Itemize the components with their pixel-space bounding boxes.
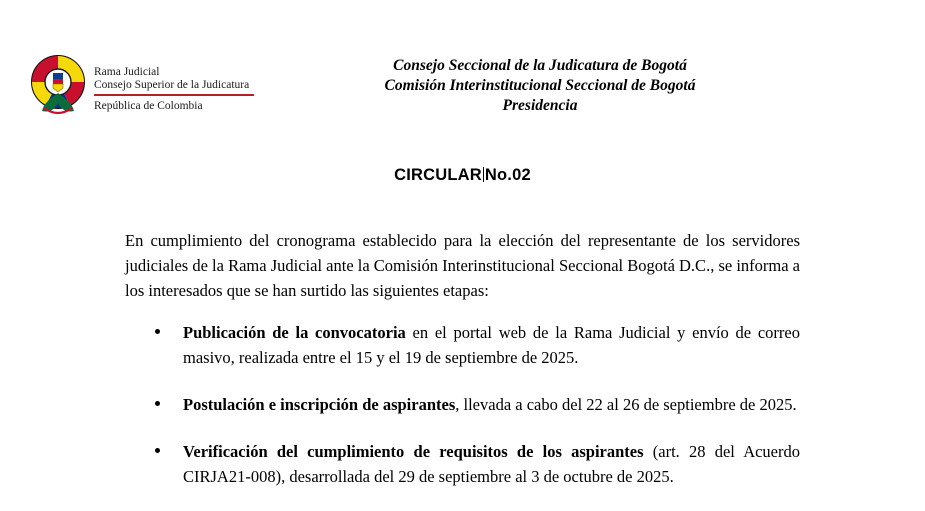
list-item-title: Verificación del cumplimiento de requisitos de los aspirantes (183, 442, 644, 461)
judicial-branch-logo (28, 52, 278, 132)
list-item-title: Postulación e inscripción de aspirantes (183, 395, 456, 414)
stages-list (125, 320, 800, 511)
logo-text-block (94, 66, 279, 113)
logo-line-rama-judicial: Rama Judicial (94, 66, 160, 78)
list-item-text: , llevada a cabo del 22 al 26 de septiembre de 2025. (455, 395, 797, 414)
document-header (0, 48, 925, 138)
logo-line-consejo-superior: Consejo Superior de la Judicatura (94, 79, 250, 91)
header-title-line-3: Presidencia (502, 97, 578, 114)
header-title-line-2: Comisión Interinstitucional Seccional de Bogotá (384, 77, 696, 94)
bullet-dot-icon (155, 448, 160, 453)
list-item (125, 392, 800, 417)
list-item-text: (art. 28 del Acuerdo CIRJA21-008), desarrollada del 29 de septiembre al 3 de octubre de 2025. (183, 442, 801, 486)
header-title-block (300, 56, 780, 116)
list-item-text: en el portal web de la Rama Judicial y envío de correo masivo, realizada entre el 15 y el 19 de septiembre de 2025. (183, 323, 800, 367)
bullet-dot-icon (155, 329, 160, 334)
logo-divider (94, 94, 254, 96)
colombia-coat-of-arms-icon (28, 52, 88, 124)
list-item-title: Publicación de la convocatoria (183, 323, 406, 342)
list-item (125, 320, 800, 370)
list-item (125, 439, 800, 489)
logo-line-republica: República de Colombia (94, 99, 203, 112)
circular-number: No.02 (484, 166, 531, 184)
header-title-line-1: Consejo Seccional de la Judicatura de Bogotá (393, 57, 687, 74)
bullet-dot-icon (155, 401, 160, 406)
text-cursor (483, 167, 484, 182)
circular-title (0, 166, 925, 185)
circular-title-label: CIRCULAR (394, 166, 482, 184)
intro-paragraph: En cumplimiento del cronograma establecido para la elección del representante de los servidores judiciales de la Rama Judicial ante la Comisión Interinstitucional Seccional Bogotá D.C., se informa a los interesados que se han surtido las siguientes etapas: (125, 231, 800, 300)
